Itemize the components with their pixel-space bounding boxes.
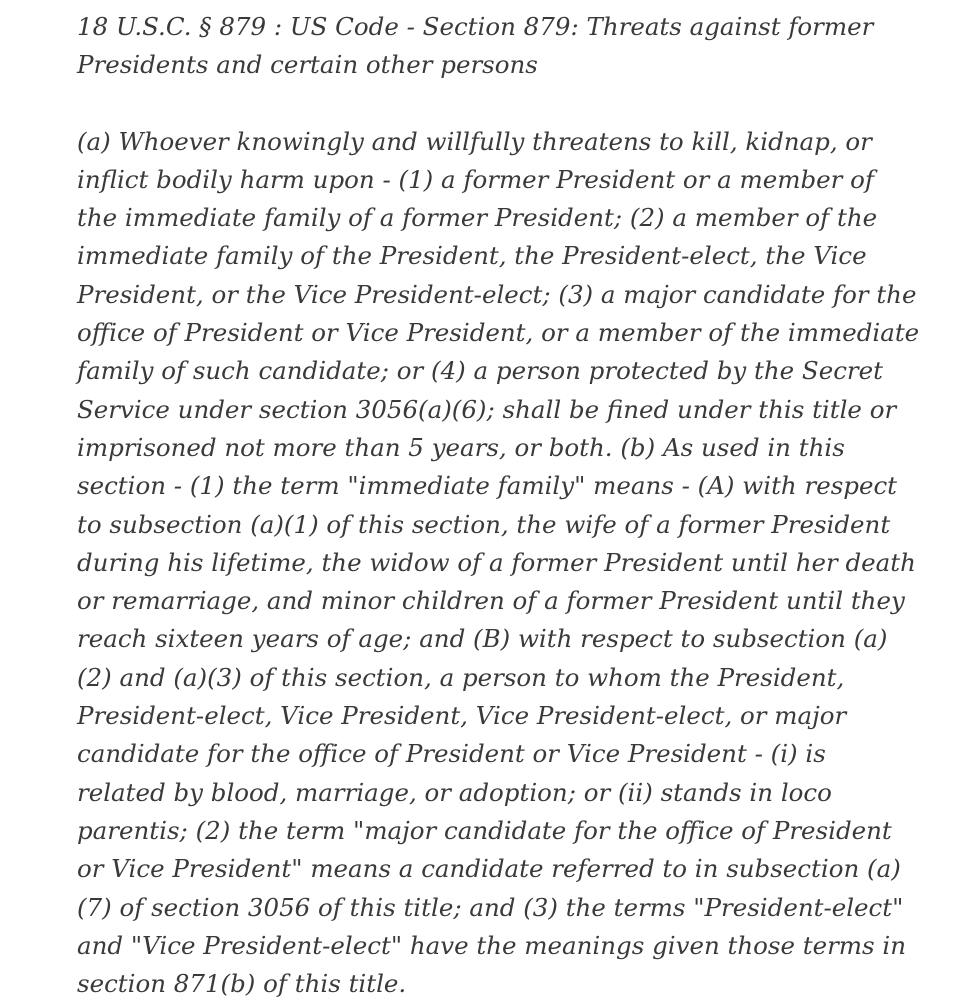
statute-text: (a) Whoever knowingly and willfully threatens to kill, kidnap, or inflict bodily harm upon - (1) a former President or a member of the immediate family of a former President; (2) a member of the immediate family of the President, the President-elect, the Vice President, or the Vice President-elect; (3) a major candidate for the office of President or Vice President, or a member of the immediate family of such candidate; or (4) a person protected by the Secret Service under section 3056(a)(6); shall be fined under this title or imprisoned not more than 5 years, or both. (b) As used in this section - (1) the term "immediate family" means - (A) with respect to subsection (a)(1) of this section, the wife of a former President during his lifetime, the widow of a former President until her death or remarriage, and minor children of a former President until they reach sixteen years of age; and (B) with respect to subsection (a)(2) and (a)(3) of this section, a person to whom the President, President-elect, Vice President, Vice President-elect, or major candidate for the office of President or Vice President - (i) is related by blood, marriage, or adoption; or (ii) stands in loco parentis; (2) the term "major candidate for the office of President or Vice President" means a candidate referred to in subsection (a)(7) of section 3056 of this title; and (3) the terms "President-elect" and "Vice President-elect" have the meanings given those terms in section 871(b) of this title. bbox=[77, 126, 920, 999]
document-title: 18 U.S.C. § 879 : US Code - Section 879: Threats against former Presidents and certain other persons bbox=[77, 12, 874, 80]
